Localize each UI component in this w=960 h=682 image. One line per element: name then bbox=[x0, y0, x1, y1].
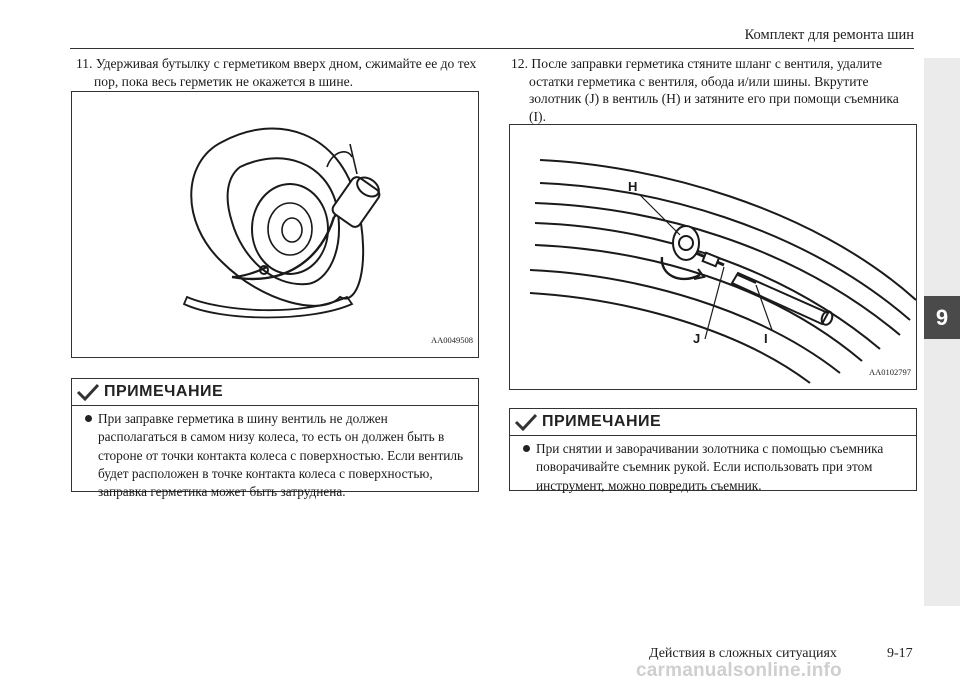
note-title: ПРИМЕЧАНИЕ bbox=[542, 413, 662, 430]
watermark[interactable]: carmanualsonline.info bbox=[636, 660, 842, 681]
figure-valve-core bbox=[509, 124, 917, 390]
header-title: Комплект для ремонта шин bbox=[744, 27, 914, 43]
figure-code: AA0049508 bbox=[430, 335, 473, 345]
figure-code: AA0102797 bbox=[868, 367, 911, 377]
note-title: ПРИМЕЧАНИЕ bbox=[104, 383, 224, 400]
checkmark-icon bbox=[76, 383, 100, 401]
note-box-right bbox=[509, 408, 917, 491]
note-box-left bbox=[71, 378, 479, 500]
note-text: При заправке герметика в шину вентиль не должен располагаться в самом низу колеса, то есть он должен быть в стороне от точки контакта колеса с поверхностью. Если вентиль будет расположен в точке контакта колеса с поверхностью, заправка герметика может быть затруднена. bbox=[98, 411, 464, 500]
bullet-icon bbox=[85, 415, 92, 422]
note-body bbox=[72, 406, 478, 505]
step-12-text: 12. После заправки герметика стяните шланг с вентиля, удалите остатки герметика с вентиля, обода и/или шины. Вкрутите золотник (J) в вентиль (H) и затяните его при помощи съемника (I). bbox=[511, 56, 899, 124]
bullet-icon bbox=[523, 445, 530, 452]
label-j: J bbox=[693, 331, 701, 346]
footer-page-number: 9-17 bbox=[887, 646, 913, 661]
label-h: H bbox=[628, 179, 638, 194]
footer-section: Действия в сложных ситуациях bbox=[649, 646, 837, 661]
note-text: При снятии и заворачивании золотника с помощью съемника поворачивайте съемник рукой. Если использовать при этом инструмент, можно повредить съемник. bbox=[536, 441, 884, 493]
label-i: I bbox=[764, 331, 768, 346]
step-11-text: 11. Удерживая бутылку с герметиком вверх дном, сжимайте ее до тех пор, пока весь герметик не окажется в шине. bbox=[76, 56, 477, 89]
note-header bbox=[72, 379, 478, 406]
figure-sealant-bottle bbox=[71, 91, 479, 358]
valve-illustration bbox=[510, 125, 916, 389]
chapter-number-tab[interactable]: 9 bbox=[924, 296, 960, 339]
header-rule bbox=[70, 48, 914, 49]
tire-illustration bbox=[72, 92, 478, 357]
note-header bbox=[510, 409, 916, 436]
checkmark-icon bbox=[514, 413, 538, 431]
note-body bbox=[510, 436, 916, 499]
